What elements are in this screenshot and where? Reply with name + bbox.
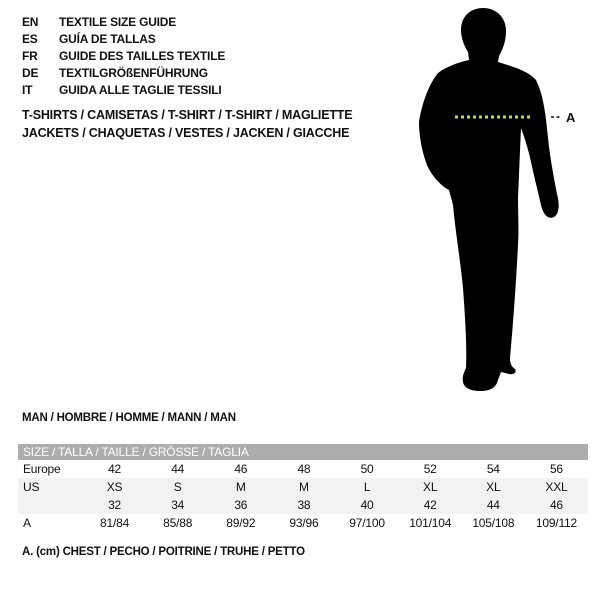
- language-code: FR: [22, 48, 38, 63]
- size-cell: 44: [486, 498, 500, 512]
- language-code: DE: [22, 65, 39, 80]
- row-label: US: [23, 480, 40, 494]
- size-cell: 48: [297, 462, 311, 476]
- size-cell: 81/84: [100, 516, 130, 530]
- size-cell: XS: [106, 480, 123, 494]
- size-cell: 36: [234, 498, 248, 512]
- size-cell: 46: [549, 498, 563, 512]
- garment-categories: [22, 106, 352, 142]
- language-label: TEXTILE SIZE GUIDE: [59, 14, 177, 29]
- language-code: ES: [22, 31, 38, 46]
- size-cell: 56: [549, 462, 563, 476]
- row-label: [18, 496, 83, 514]
- table-row-chest-a: [18, 514, 588, 532]
- row-label: Europe: [23, 462, 61, 476]
- size-cell: XL: [486, 480, 501, 494]
- size-cell: 54: [486, 462, 500, 476]
- table-row-numeric: [18, 496, 588, 514]
- size-table: [18, 444, 588, 532]
- measurement-footnote: A. (cm) CHEST / PECHO / POITRINE / TRUHE / PETTO: [22, 546, 305, 558]
- language-list: [22, 13, 225, 98]
- language-row-fr: [22, 47, 225, 64]
- size-cell: XXL: [545, 480, 568, 494]
- size-cell: L: [363, 480, 371, 494]
- size-cell: 34: [171, 498, 185, 512]
- section-title-man: MAN / HOMBRE / HOMME / MANN / MAN: [22, 412, 236, 424]
- size-cell: S: [173, 480, 182, 494]
- size-cell: 109/112: [535, 516, 577, 530]
- category-line-jackets: JACKETS / CHAQUETAS / VESTES / JACKEN / GIACCHE: [22, 126, 350, 140]
- size-cell: 42: [108, 462, 122, 476]
- language-label: GUÍA DE TALLAS: [59, 31, 156, 46]
- language-code: IT: [22, 82, 33, 97]
- size-cell: 50: [360, 462, 374, 476]
- language-label: GUIDA ALLE TAGLIE TESSILI: [59, 82, 222, 97]
- row-label: A: [23, 516, 31, 530]
- size-cell: 97/100: [349, 516, 385, 530]
- language-row-it: [22, 81, 225, 98]
- language-row-es: [22, 30, 225, 47]
- size-cell: 105/108: [472, 516, 515, 530]
- language-label: TEXTILGRÖßENFÜHRUNG: [59, 65, 208, 80]
- language-label: GUIDE DES TAILLES TEXTILE: [59, 48, 226, 63]
- size-table-header: SIZE / TALLA / TAILLE / GRÖSSE / TAGLIA: [18, 444, 588, 460]
- size-cell: 46: [234, 462, 248, 476]
- size-cell: 52: [423, 462, 437, 476]
- language-row-de: [22, 64, 225, 81]
- size-cell: 89/92: [226, 516, 256, 530]
- language-code: EN: [22, 14, 39, 29]
- size-cell: 101/104: [409, 516, 452, 530]
- size-cell: XL: [423, 480, 438, 494]
- size-cell: M: [235, 480, 246, 494]
- size-cell: 93/96: [289, 516, 319, 530]
- table-row-us: [18, 478, 588, 496]
- table-row-europe: [18, 460, 588, 478]
- size-cell: 38: [297, 498, 311, 512]
- size-cell: 32: [108, 498, 122, 512]
- size-cell: M: [299, 480, 309, 494]
- size-cell: 42: [423, 498, 437, 512]
- measure-label-a: A: [566, 110, 576, 125]
- size-cell: 85/88: [163, 516, 193, 530]
- size-cell: 44: [171, 462, 185, 476]
- man-silhouette: [405, 0, 580, 400]
- category-line-tshirts: T-SHIRTS / CAMISETAS / T-SHIRT / T-SHIRT / MAGLIETTE: [22, 108, 353, 122]
- size-cell: 40: [360, 498, 374, 512]
- language-row-en: [22, 13, 225, 30]
- man-silhouette-shape: [419, 8, 559, 391]
